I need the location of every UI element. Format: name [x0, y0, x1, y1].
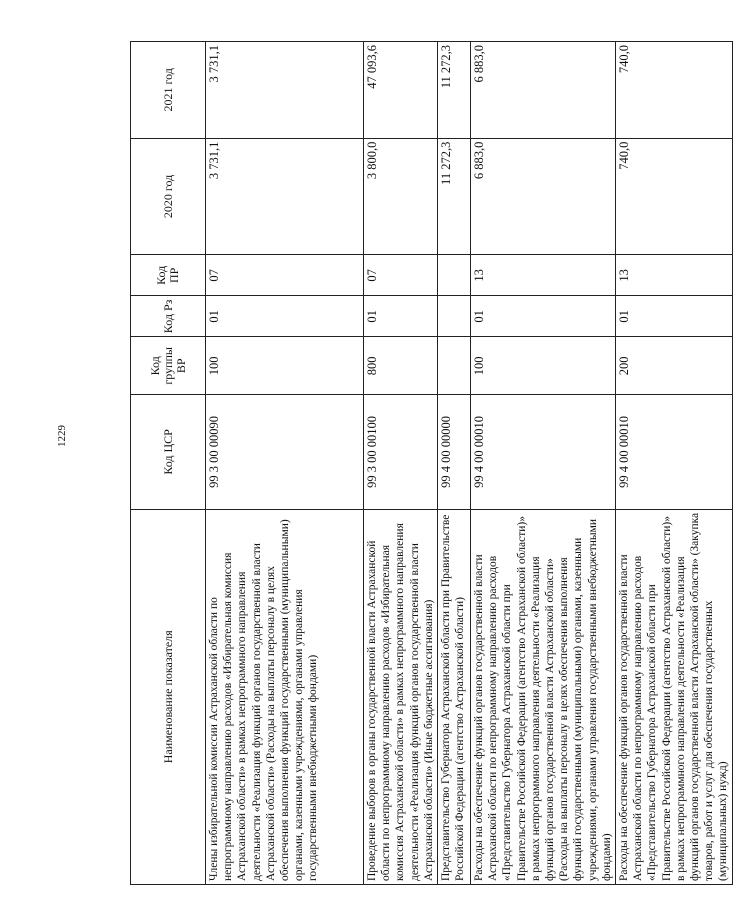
- row-vr: 100: [471, 337, 616, 395]
- row-rz: 01: [471, 296, 616, 337]
- page-number: 1229: [56, 425, 68, 447]
- row-2020: 740,0: [616, 138, 733, 255]
- header-name: Наименование показателя: [131, 509, 206, 884]
- row-csr: 99 4 00 00000: [438, 395, 471, 509]
- row-csr: 99 3 00 00100: [364, 395, 438, 509]
- row-2021: 740,0: [616, 42, 733, 139]
- header-vr: Код группы ВР: [131, 337, 206, 395]
- row-vr: [438, 337, 471, 395]
- row-rz: 01: [616, 296, 733, 337]
- row-rz: [438, 296, 471, 337]
- row-2020: 6 883,0: [471, 138, 616, 255]
- table-row: [364, 42, 438, 885]
- row-2020: 3 731,1: [206, 138, 364, 255]
- row-2021: 11 272,3: [438, 42, 471, 139]
- row-name: Проведение выборов в органы государственной власти Астраханской области по непрограммному направлению расходов «Избирательная комиссия Астраханской области» в рамках непрограммного направления деятельности «Реализация функций органов государственной власти Астраханской области» (Иные бюджетные ассигнования): [364, 509, 438, 884]
- table-row: [206, 42, 364, 885]
- row-vr: 100: [206, 337, 364, 395]
- row-vr: 800: [364, 337, 438, 395]
- table-row: [471, 42, 616, 885]
- rotated-table-wrapper: [130, 41, 730, 885]
- budget-table: [130, 41, 733, 885]
- row-pr: 13: [471, 255, 616, 296]
- row-csr: 99 4 00 00010: [471, 395, 616, 509]
- row-vr: 200: [616, 337, 733, 395]
- row-rz: 01: [364, 296, 438, 337]
- table-header-row: [131, 42, 206, 885]
- row-2021: 3 731,1: [206, 42, 364, 139]
- row-name: Члены избирательной комиссии Астраханской области по непрограммному направлению расходов «Избирательная комиссия Астраханской области» в рамках непрограммного направления деятельности «Реализация функций органов государственной власти Астраханской области» (Расходы на выплаты персоналу в целях обеспечения выполнения функций государственными (муниципальными) органами, казенными учреждениями, органами управления государственными внебюджетными фондами): [206, 509, 364, 884]
- row-2020: 11 272,3: [438, 138, 471, 255]
- row-pr: 13: [616, 255, 733, 296]
- row-csr: 99 4 00 00010: [616, 395, 733, 509]
- header-2020: 2020 год: [131, 138, 206, 255]
- row-2021: 6 883,0: [471, 42, 616, 139]
- header-rz: Код Рз: [131, 296, 206, 337]
- row-2020: 3 800,0: [364, 138, 438, 255]
- row-name: Представительство Губернатора Астраханской области при Правительстве Российской Федерации (агентство Астраханской области): [438, 509, 471, 884]
- table-row: [616, 42, 733, 885]
- row-pr: 07: [364, 255, 438, 296]
- row-pr: 07: [206, 255, 364, 296]
- table-row: [438, 42, 471, 885]
- header-csr: Код ЦСР: [131, 395, 206, 509]
- row-name: Расходы на обеспечение функций органов государственной власти Астраханской области по непрограммному направлению расходов «Представительство Губернатора Астраханской области при Правительстве Российской Федерации (агентство Астраханской области)» в рамках непрограммного направления деятельности «Реализация функций органов государственной власти Астраханской области» (Расходы на выплаты персоналу в целях обеспечения выполнения функций государственными (муниципальными) органами, казенными учреждениями, органами управления государственными внебюджетными фондами): [471, 509, 616, 884]
- row-name: Расходы на обеспечение функций органов государственной власти Астраханской области по непрограммному направлению расходов «Представительство Губернатора Астраханской области при Правительстве Российской Федерации (агентство Астраханской области)» в рамках непрограммного направления деятельности «Реализация функций органов государственной власти Астраханской области» (Закупка товаров, работ и услуг для обеспечения государственных (муниципальных) нужд): [616, 509, 733, 884]
- row-rz: 01: [206, 296, 364, 337]
- row-csr: 99 3 00 00090: [206, 395, 364, 509]
- header-pr: Код ПР: [131, 255, 206, 296]
- row-pr: [438, 255, 471, 296]
- header-2021: 2021 год: [131, 42, 206, 139]
- row-2021: 47 093,6: [364, 42, 438, 139]
